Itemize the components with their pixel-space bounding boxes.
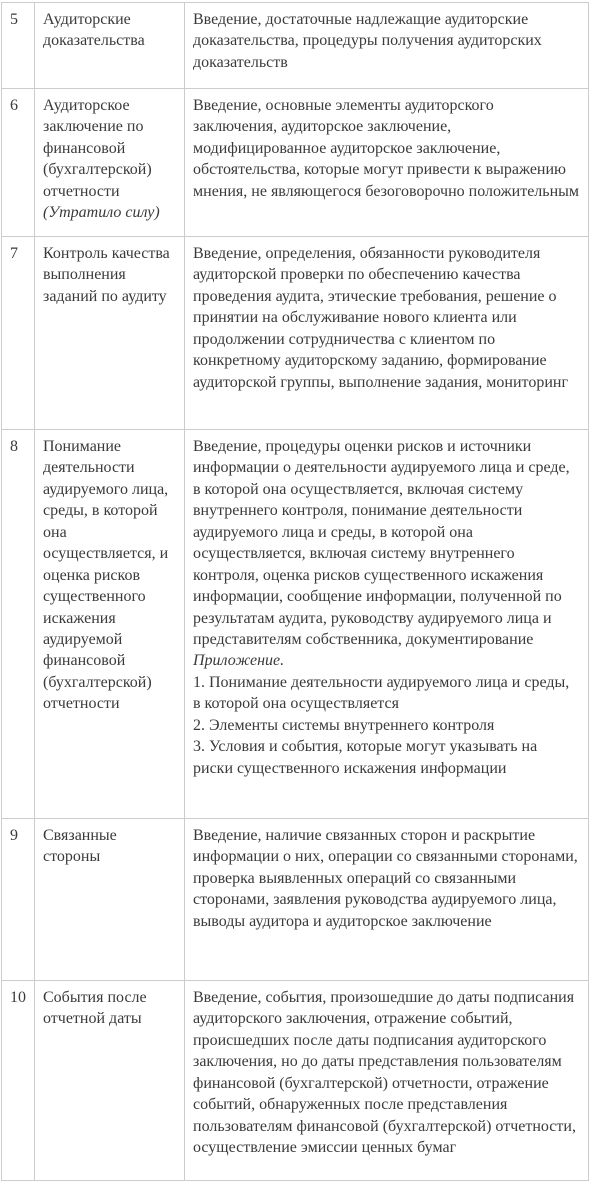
- appendix-item: 2. Элементы системы внутреннего контроля: [193, 716, 495, 734]
- standard-title-cell: [35, 89, 185, 237]
- appendix-label: Приложение.: [193, 652, 285, 670]
- table-row: [2, 3, 589, 89]
- row-number-cell: 6: [2, 89, 35, 237]
- row-number-cell: 8: [2, 430, 35, 819]
- standard-contents-cell: Введение, основные элементы аудиторского заключения, аудиторское заключение, модифицированное аудиторское заключение, обстоятельства, которые могут привести к выражению мнения, не являющегося безоговорочно положительным: [185, 89, 589, 237]
- row-number-cell: 9: [2, 819, 35, 981]
- standard-title-cell: Контроль качества выполнения заданий по аудиту: [35, 237, 185, 430]
- table-row: [2, 237, 589, 430]
- standard-contents-cell: Введение, наличие связанных сторон и раскрытие информации о них, операции со связанными сторонами, проверка выявленных операций со связанными сторонами, заявления руководства аудируемого лица, выводы аудитора и аудиторское заключение: [185, 819, 589, 981]
- standard-contents-text: Введение, процедуры оценки рисков и источники информации о деятельности аудируемого лица и среде, в которой она осуществляется, включая систему внутреннего контроля, понимание деятельности аудируемого лица и среды, в которой она осуществляется, включая систему внутреннего контроля, оценка рисков существенного искажения информации, сообщение информации, полученной по результатам аудита, руководству аудируемого лица и представителям собственника, документирование: [193, 438, 570, 648]
- standard-title-cell: Понимание деятельности аудируемого лица, среды, в которой она осуществляется, и оценка рисков существенного искажения аудируемой финансовой (бухгалтерской) отчетности: [35, 430, 185, 819]
- standard-title-text: Аудиторское заключение по финансовой (бухгалтерской) отчетности: [43, 97, 152, 200]
- table-row: [2, 981, 589, 1181]
- standard-contents-cell: Введение, события, произошедшие до даты подписания аудиторского заключения, отражение событий, происшедших после даты подписания аудиторского заключения, но до даты представления пользователям финансовой (бухгалтерской) отчетности, отражение событий, обнаруженных после представления пользователям финансовой (бухгалтерской) отчетности, осуществление эмиссии ценных бумаг: [185, 981, 589, 1181]
- row-number-cell: 10: [2, 981, 35, 1181]
- standard-title-cell: События после отчетной даты: [35, 981, 185, 1181]
- appendix-item: 3. Условия и события, которые могут указывать на риски существенного искажения информации: [193, 738, 538, 777]
- standard-contents-cell: Введение, определения, обязанности руководителя аудиторской проверки по обеспечению качества проведения аудита, этические требования, решение о принятии на обслуживание нового клиента или продолжении сотрудничества с клиентом по конкретному аудиторскому заданию, формирование аудиторской группы, выполнение задания, мониторинг: [185, 237, 589, 430]
- audit-standards-table: [1, 2, 589, 1181]
- standard-contents-cell: Введение, достаточные надлежащие аудиторские доказательства, процедуры получения аудиторских доказательств: [185, 3, 589, 89]
- standard-contents-cell: [185, 430, 589, 819]
- row-number-cell: 5: [2, 3, 35, 89]
- appendix-item: 1. Понимание деятельности аудируемого лица и среды, в которой она осуществляется: [193, 673, 570, 713]
- standard-title-cell: Связанные стороны: [35, 819, 185, 981]
- table-row: [2, 430, 589, 819]
- table-row: [2, 819, 589, 981]
- table-row: [2, 89, 589, 237]
- standard-title-cell: Аудиторские доказательства: [35, 3, 185, 89]
- row-number-cell: 7: [2, 237, 35, 430]
- repealed-note: (Утратило силу): [43, 204, 160, 222]
